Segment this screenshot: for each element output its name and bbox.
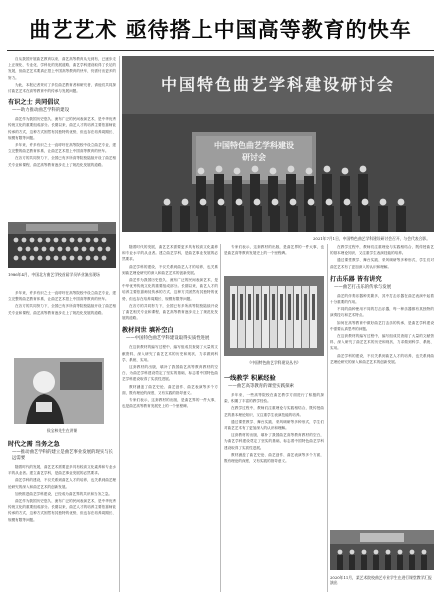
body-paragraph: 教材涵盖了曲艺史论、曲艺创作、曲艺表演等多个方面，既有理论的深度，又有实践的指导意义。 — [224, 452, 324, 464]
body-paragraph: 教材涵盖了曲艺史论、曲艺创作、曲艺表演等多个方面，既有理论的深度，又有实践的指导意义。 — [122, 384, 218, 395]
section-title: 教材问世 填补空白 — [122, 327, 174, 335]
section-title: 时代之需 当务之急 — [8, 441, 60, 448]
section-title: 打击乐器 皆有讲究 — [330, 275, 382, 283]
body-paragraph: 曲艺作为我国历史悠久、流布广泛的民间表演艺术，是中华优秀传统文化的重要组成部分。长期以来，曲艺人才的培养主要依靠师徒传承的方式，这种方式固然有其独特的优势，但也存在培养周期长、规模有限等问题。 — [8, 117, 116, 140]
photo-caption: 2020年11月，某艺术院校曲艺专业学生在进行课堂教学汇报演出 — [330, 575, 432, 586]
body-paragraph: 在各方的共同努力下，全国已有多所高等院校陆续开设了曲艺相关专业和课程，曲艺高等教育逐步走上了规范化发展的道路。 — [8, 304, 116, 315]
body-paragraph: 曲艺作为我国历史悠久、流布广泛的民间表演艺术，是中华优秀传统文化的重要组成部分。长期以来，曲艺人才的培养主要依靠师徒传承的方式，这种方式固然有其独特的优势，但也存在培养周期长、规模有限等问题。 — [8, 499, 116, 522]
middle-column — [122, 244, 218, 410]
center-top-text — [224, 244, 324, 257]
body-paragraph: 在各方的共同努力下，全国已有多所高等院校陆续开设了曲艺相关专业和课程，曲艺高等教育逐步走上了规范化发展的道路。 — [122, 303, 218, 321]
conference-photo — [122, 56, 434, 232]
body-paragraph: 如何在高等教育中做好曲艺打击乐的传承，是曲艺学科建设中需要认真思考的问题。 — [330, 320, 434, 331]
section-title: 有识之士 共同倡议 — [8, 99, 60, 107]
lecturer-caption-block — [8, 426, 116, 433]
body-paragraph: 这套教材的出版，填补了我国曲艺高等教育教材的空白，为曲艺学科建设奠定了坚实的基础，标志着中国特色曲艺学科建设取得了实质性进展。 — [224, 433, 324, 450]
body-paragraph: 多年来，许多有识之士一直呼吁在高等院校中设立曲艺专业，建立完整的曲艺教育体系，让曲艺艺术搭上中国高等教育的快车。 — [8, 291, 116, 302]
body-paragraph: 通过课堂教学、舞台实践、采风调研等多种形式，学生们对曲艺艺术有了更加深入的认识和理解。 — [224, 419, 324, 431]
body-paragraph: 随着时代的发展，曲艺艺术需要更多具有较高文化素养和专业水平的从业者。建立曲艺学科，是曲艺事业发展的必然要求。 — [8, 465, 116, 476]
body-paragraph: 多年来，许多有识之士一直呼吁在高等院校中设立曲艺专业，建立完整的曲艺教育体系，让曲艺艺术搭上中国高等教育的快车。 — [8, 143, 116, 154]
section1-continued — [8, 290, 116, 317]
body-paragraph: 专家们表示，这套教材的出版，是曲艺界的一件大事，也是曲艺高等教育发展史上的一个里程碑。 — [224, 245, 324, 256]
graduation-photo-image — [8, 222, 116, 268]
column-divider — [119, 56, 120, 592]
banner-text: 中国特色曲艺学科建设研讨会 — [160, 75, 395, 94]
section-subtitle: ——推动曲艺学科的建立是曲艺事业发展的现实与长远需要 — [12, 450, 113, 461]
right-column — [330, 244, 434, 366]
classroom-photo-image — [330, 530, 434, 570]
photo-caption: 侯宝林先生在讲课 — [46, 428, 78, 433]
conference-caption-block — [180, 234, 430, 241]
section-subtitle: ——中国特色曲艺学科建设取得实质性进展 — [126, 336, 210, 342]
graduation-caption-block — [8, 270, 116, 277]
lecturer-photo — [14, 358, 104, 424]
body-paragraph: 通过课堂教学、舞台实践、采风调研等多种形式，学生们对曲艺艺术有了更加深入的认识和理解。 — [330, 258, 434, 269]
section-subtitle: ——助力推动曲艺学科的建设 — [12, 108, 70, 114]
lead-paragraph: 为此，本报记者采访了多位曲艺教育者和研究者，请他们共同探讨曲艺艺术在高等教育中的传承与发展问题。 — [8, 82, 116, 94]
screen-text-line-1: 中国特色曲艺学科建设 — [214, 141, 294, 150]
photo-caption: 2021年7月1日，中国特色曲艺学科建设研讨会召开，与会代表合影。 — [312, 236, 430, 241]
headline-rule — [7, 50, 434, 51]
screen-text-line-2: 研讨会 — [242, 153, 266, 162]
lead-paragraph: 自从我国开展曲艺教育以来，曲艺高等教育从无到有，已逐步走上正规化、专业化、学科化的发展道路，曲艺学科建设取得了长足的发展，但曲艺艺术要真正搭上中国高等教育的快车，仍需付出更多的努力。 — [8, 57, 116, 80]
body-paragraph: 在各方的共同努力下，全国已有多所高等院校陆续开设了曲艺相关专业和课程，曲艺高等教育逐步走上了规范化发展的道路。 — [8, 156, 116, 167]
body-paragraph: 不同的曲种使用不同的打击乐器，每一种乐器都有其独特的演奏技巧和艺术特点。 — [330, 307, 434, 318]
photo-caption: 1986年4月，中国北方曲艺学校首届学员毕业演出现场 — [8, 272, 100, 277]
body-paragraph: 曲艺学科的建设，不仅关系到曲艺人才的培养，也关系到曲艺理论研究的深入和曲艺艺术的创新发展。 — [330, 353, 434, 364]
classroom-caption-block — [330, 573, 434, 586]
section-subtitle: ——曲艺高等教育的课堂实践探索 — [228, 384, 294, 389]
graduation-photo — [8, 222, 116, 268]
photo-caption: 《中国特色曲艺学科建设丛书》 — [247, 360, 301, 365]
lecturer-photo-image — [14, 358, 104, 424]
section-subtitle: ——曲艺打击乐的传承与发展 — [334, 284, 392, 290]
classroom-photo — [330, 530, 434, 570]
section-title: 一线教学 积累经验 — [224, 375, 276, 382]
section4 — [224, 370, 324, 465]
body-paragraph: 加快推进曲艺学科建设，已经成为曲艺界的共识和当务之急。 — [15, 491, 113, 496]
body-paragraph: 在这套教材的编写过程中，编写组成员查阅了大量的文献资料，深入研究了曲艺艺术的历史和现状，力求做到科学、系统、实用。 — [330, 334, 434, 351]
body-paragraph: 随着时代的发展，曲艺艺术需要更多具有较高文化素养和专业水平的从业者。建立曲艺学科，是曲艺事业发展的必然要求。 — [122, 245, 218, 262]
books-caption-block — [224, 358, 324, 365]
body-paragraph: 曲艺学科的建设，不仅关系到曲艺人才的培养，也关系到曲艺理论研究的深入和曲艺艺术的创新发展。 — [8, 478, 116, 489]
column-divider — [220, 244, 221, 592]
body-paragraph: 专家们表示，这套教材的出版，是曲艺界的一件大事，也是曲艺高等教育发展史上的一个里程碑。 — [122, 398, 218, 409]
column-divider — [327, 244, 328, 592]
section2 — [8, 436, 116, 524]
books-photo — [224, 276, 324, 356]
body-paragraph: 这套教材的出版，填补了我国曲艺高等教育教材的空白，为曲艺学科建设奠定了坚实的基础，标志着中国特色曲艺学科建设取得了实质性进展。 — [122, 365, 218, 382]
body-paragraph: 曲艺的伴奏乐器种类繁多，其中打击乐器在曲艺表演中起着十分重要的作用。 — [330, 293, 434, 305]
left-column — [8, 56, 116, 169]
body-paragraph: 在教学过程中，教师们注重理论与实践相结合，既传授曲艺的基本理论知识，又注重学生表演技能的培养。 — [330, 245, 434, 256]
body-paragraph: 曲艺学科的建设，不仅关系到曲艺人才的培养，也关系到曲艺理论研究的深入和曲艺艺术的创新发展。 — [122, 264, 218, 275]
body-paragraph: 曲艺作为我国历史悠久、流布广泛的民间表演艺术，是中华优秀传统文化的重要组成部分。长期以来，曲艺人才的培养主要依靠师徒传承的方式，这种方式固然有其独特的优势，但也存在培养周期长、规模有限等问题。 — [122, 278, 218, 301]
body-paragraph: 在教学过程中，教师们注重理论与实践相结合，既传授曲艺的基本理论知识，又注重学生表演技能的培养。 — [224, 406, 324, 417]
body-paragraph: 在这套教材的编写过程中，编写组成员查阅了大量的文献资料，深入研究了曲艺艺术的历史和现状，力求做到科学、系统、实用。 — [122, 345, 218, 362]
page-headline: 曲艺艺术 亟待搭上中国高等教育的快车 — [29, 17, 412, 42]
body-paragraph: 多年来，一些高等院校在曲艺教学方面进行了积极的探索，积累了丰富的教学经验。 — [224, 393, 324, 404]
books-photo-image — [224, 276, 324, 356]
